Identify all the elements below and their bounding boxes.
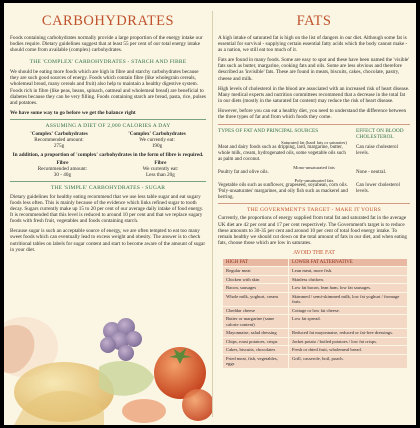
fats-paragraph-4: However, before you can eat a healthy diet, you need to understand the difference between the three types of fat and from which foods they come.	[218, 107, 407, 121]
mono-sources: Poultry fat and olive oils.	[218, 169, 269, 175]
fats-title: FATS	[296, 13, 332, 29]
complex-label-right: 'Complex' Carbohydrates	[128, 130, 186, 137]
carbohydrates-title: CARBOHYDRATES	[41, 13, 175, 29]
fats-paragraph-3: High levels of cholesterol in the blood are associated with an increased risk of heart disease. Many medical experts and nutrition committees recommend that a decrease in the total fat in our diets (mostly in the saturated fat content) may reduce the risk of heart disease.	[218, 85, 410, 104]
current-label: We currently eat:	[139, 136, 175, 143]
poly-sources: Vegetable oils such as sunflower, grapeseed, soyabean, corn oils. 'Poly-unsaturates' margarines, and oily fish such as mackerel and herring.	[218, 182, 348, 200]
table-row	[223, 346, 408, 355]
poly-label: Poly-unsaturated fats	[294, 177, 334, 183]
high-fat-cell: Butter or margarine (same calorie content)	[223, 315, 289, 329]
green-rule-2	[10, 181, 206, 182]
mono-label: Mono-unsaturated fats	[293, 164, 335, 170]
fibre-recommended-value: 30 - 40g	[53, 171, 72, 178]
lower-fat-cell: Grill, casserole, boil, poach.	[289, 354, 408, 368]
target-heading: THE GOVERNMENT'S TARGET - MAKE IT YOURS	[246, 207, 381, 214]
mono-row	[218, 170, 410, 176]
simple-heading: THE 'SIMPLE' CARBOHYDRATES - SUGAR	[50, 184, 166, 191]
lower-fat-cell: Skimmed / semi-skimmed milk, low fat yoghurt / fromage frais.	[289, 292, 408, 306]
avoid-table-header	[223, 258, 408, 266]
recommended-label: Recommended amount:	[34, 136, 84, 143]
fibre-note: In addition, a proportion of 'complex' carbohydrates in the form of fibre is required.	[12, 151, 204, 158]
high-fat-cell: Chicken with skin	[223, 275, 289, 284]
effect-heading: EFFECT ON BLOOD CHOLESTEROL	[356, 128, 404, 141]
saturated-row	[218, 145, 410, 163]
table-row	[223, 267, 408, 276]
fats-intro: A high intake of saturated fat is high on the list of dangers in our diet. Although some fat is essential for survival - supplying certain essential fatty acids which the body cannot make - as a nation, we still eat too much of it.	[218, 35, 408, 54]
column-divider	[212, 11, 213, 417]
high-fat-cell: Cakes, biscuits, chocolates	[223, 346, 289, 355]
fibre-label-left: Fibre	[56, 159, 69, 166]
lower-fat-cell: Skinless chicken.	[289, 275, 408, 284]
lower-fat-cell: Fresh or dried fruit, wholemeal bread.	[289, 346, 408, 355]
balance-note: We have some way to go before we get the balance right	[10, 109, 136, 116]
saturated-label: Saturated fat (hard fats or saturates)	[281, 140, 347, 146]
fruit-vegetables-illustration	[4, 287, 212, 425]
poly-row	[218, 183, 410, 201]
table-row	[223, 354, 408, 368]
lower-fat-cell: Low fat bacon, lean ham, low fat sausages.	[289, 284, 408, 293]
lower-fat-cell: Cottage or low fat cheese.	[289, 306, 408, 315]
avoid-title: AVOID THE FAT	[293, 249, 335, 256]
high-fat-cell: Fried meat, fish, vegetables, eggs	[223, 354, 289, 368]
high-fat-cell: Chips, roast potatoes, crisps	[223, 337, 289, 346]
lower-fat-cell: Low fat spread.	[289, 315, 408, 329]
fibre-current-label: We currently eat:	[142, 165, 179, 172]
diet-heading: ASSUMING A DIET OF 2,000 CALORIES A DAY	[45, 122, 171, 129]
lower-fat-cell: Lean meat, more fish.	[289, 267, 408, 276]
lower-fat-cell: Reduced fat mayonnaise, reduced or fat-free dressings.	[289, 329, 408, 338]
fibre-label-right: Fibre	[154, 159, 167, 166]
table-row	[223, 315, 408, 329]
table-row	[223, 292, 408, 306]
fats-paragraph-2: Fats are found in many foods. Some are easy to spot and these have been named the 'visible' fats such as butter, margarine, cooking fats and oils. Some are less obvious and therefore described as 'invisible' fats. These are found in meats, biscuits, cakes, chocolate, pastry, cheese and milk.	[218, 57, 410, 82]
poly-effect: Can lower cholesterol levels.	[356, 182, 400, 194]
complex-text: We should be eating more foods which are high in fibre and starchy carbohydrates because they are such good sources of energy. Foods which contain fibre (like wholegrain cereals, wholemeal bread, many cereals and fruit) also help to maintain a healthy digestive system. Foods rich in fibre (like peas, beans, spinach, oatmeal and wholemeal bread) are beneficial to diabetes because they can be very filling. Foods containing starch are bread, pasta, rice, pulses and potatoes.	[10, 69, 206, 106]
high-fat-cell: Cheddar cheese	[223, 306, 289, 315]
high-fat-cell: Bacon, sausages	[223, 284, 289, 293]
lower-fat-cell: Jacket potato / boiled potatoes / low fat crisps.	[289, 337, 408, 346]
complex-carbs-comparison	[10, 131, 206, 149]
leaflet-page	[4, 3, 416, 425]
fats-column	[218, 9, 410, 369]
green-rule	[10, 119, 206, 120]
current-value: 190g	[151, 142, 163, 149]
red-rule-2	[218, 203, 410, 204]
carbohydrates-column	[10, 9, 206, 257]
red-rule	[218, 124, 410, 125]
high-fat-cell: Mayonnaise, salad dressing	[223, 329, 289, 338]
avoid-table-body	[223, 267, 408, 368]
high-fat-header: HIGH FAT	[223, 258, 289, 266]
simple-text-2: Because sugar is such an acceptable source of energy, we are often tempted to eat too many sweet foods which can eventually lead to excess weight and obesity. The answer is to check nutritional tables on labels for sugar content and start to become aware of the amount of sugar in your diet.	[10, 228, 206, 253]
table-row	[223, 306, 408, 315]
fibre-comparison	[10, 160, 206, 178]
recommended-value: 275g	[53, 142, 65, 149]
fat-types-header	[218, 128, 410, 140]
table-row	[223, 284, 408, 293]
complex-heading: THE 'COMPLEX' CARBOHYDRATES - STARCH AND FIBRE	[29, 59, 187, 66]
saturated-sources: Meat and dairy foods such as dripping, lard, margarine, butter, whole milk, cream, hydrogenated oils, some vegetable oils such as palm and coconut.	[218, 145, 346, 162]
carbohydrates-intro: Foods containing carbohydrates normally provide a large proportion of the energy intake our bodies require. Dietary guidelines suggest that at least 55 per cent of our total energy intake should come from available (complex) carbohydrates.	[10, 35, 203, 54]
lower-fat-header: LOWER FAT ALTERNATIVE	[289, 258, 408, 266]
table-row	[223, 329, 408, 338]
fibre-current-value: Less than 20g	[146, 171, 175, 178]
simple-text: Dietary guidelines for healthy eating recommend that we use less table sugar and eat sugary foods less often. This is mainly because of the evidence which links refined sugar to tooth decay. Sugars currently make up 15 to 20 per cent of our average daily intake of food energy. It is recommended that this level is reduced to around 10 per cent and that we replace sugary foods with fresh fruit, vegetables and foods containing starch.	[10, 193, 204, 225]
table-row	[223, 275, 408, 284]
saturated-effect: Can raise cholesterol levels.	[356, 145, 398, 157]
fibre-recommended-label: Recommended amount:	[37, 165, 88, 172]
mono-effect: None - neutral.	[356, 169, 387, 175]
complex-label-left: 'Complex' Carbohydrates	[30, 130, 88, 137]
table-row	[223, 337, 408, 346]
avoid-fat-table	[222, 258, 408, 369]
high-fat-cell: Whole milk, yoghurt, cream	[223, 292, 289, 306]
target-text: Currently, the proportions of energy supplied from total fat and saturated fat in the average UK diet are 42 per cent and 17 per cent respectively. The Government's target is to reduce these amounts to 30-35 per cent and around 10 per cent of total food energy intake. To remain healthy we should cut down on the total amount of fats in our diet, and when eating fats, choose those which are low in saturates.	[218, 215, 408, 246]
types-heading: TYPES OF FAT AND PRINCIPAL SOURCES	[218, 128, 319, 135]
high-fat-cell: Regular meat	[223, 267, 289, 276]
